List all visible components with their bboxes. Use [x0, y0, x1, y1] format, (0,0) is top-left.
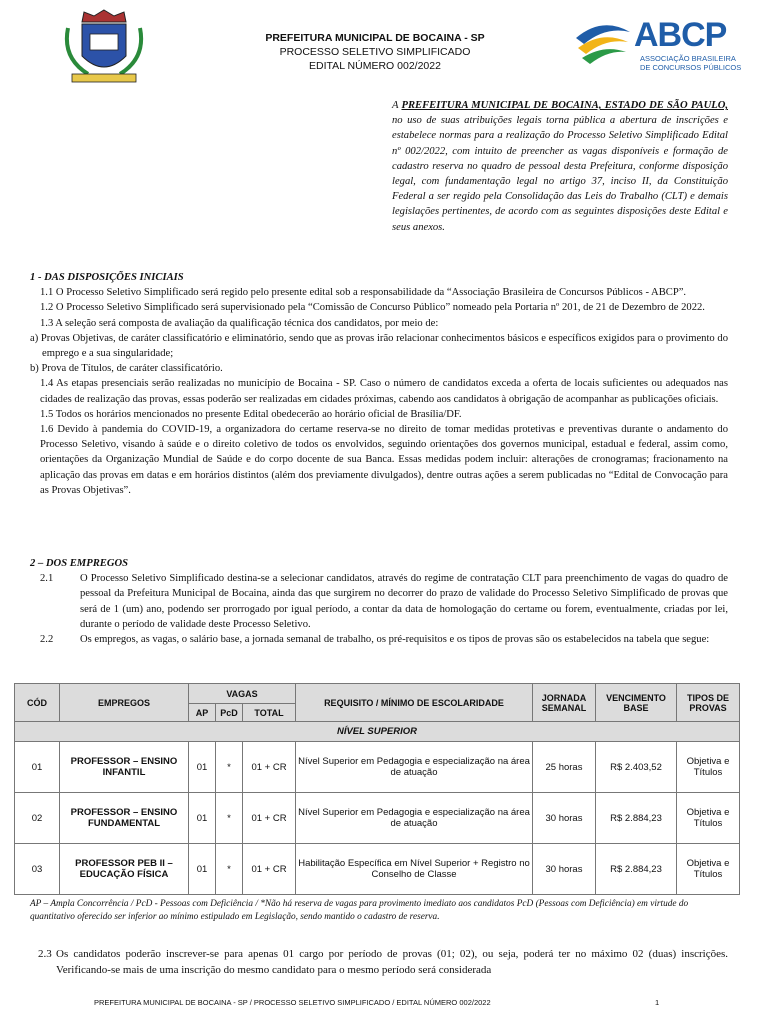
col-empregos: EMPREGOS [60, 684, 189, 722]
cell-requisito: Habilitação Específica em Nível Superior + Registro no Conselho de Classe [296, 844, 533, 895]
section-1 [30, 270, 728, 498]
col-cod: CÓD [15, 684, 60, 722]
col-vagas: VAGAS [189, 684, 296, 704]
item-1-6: 1.6 Devido à pandemia do COVID-19, a organizadora do certame reserva-se no direito de tomar medidas protetivas e preventivas durante o andamento do Processo Seletivo, visando à saúde e o direito coletivo de todos os envolvidos, seguindo orientações dos governos municipal, estadual e federal, assim como, orientações da Organização Mundial de Saúde e do corpo docente de sua Banca. Essas medidas podem incluir: alterações de cronogramas; fracionamento na aplicação das provas em datas e em horários distintos (além dos previamente divulgados), dentre outras ações a serem publicadas no “Edital de Convocação para as Provas Objetivas”. [40, 424, 728, 496]
coat-of-arms-logo [60, 8, 148, 88]
abcp-wordmark: ABCP [634, 16, 727, 54]
cell-cod: 03 [15, 844, 60, 895]
section-2 [30, 556, 728, 647]
section-1-title: 1 - DAS DISPOSIÇÕES INICIAIS [30, 272, 184, 283]
cell-pcd: * [216, 844, 243, 895]
cell-total: 01 + CR [243, 844, 296, 895]
cell-vencimento: R$ 2.884,23 [596, 844, 677, 895]
cell-pcd: * [216, 793, 243, 844]
abcp-logo [572, 14, 748, 76]
intro-entity: PREFEITURA MUNICIPAL DE BOCAINA, ESTADO DE SÃO PAULO, [401, 100, 728, 111]
cell-jornada: 30 horas [533, 793, 596, 844]
cell-emprego: PROFESSOR – ENSINO FUNDAMENTAL [60, 793, 189, 844]
item-2-1 [30, 571, 728, 632]
cell-vencimento: R$ 2.403,52 [596, 742, 677, 793]
item-2-2-number: 2.2 [40, 634, 54, 646]
header-line-2: PROCESSO SELETIVO SIMPLIFICADO [279, 46, 471, 58]
col-ap: AP [189, 704, 216, 722]
col-jornada: JORNADA SEMANAL [533, 684, 596, 722]
cell-emprego: PROFESSOR PEB II – EDUCAÇÃO FÍSICA [60, 844, 189, 895]
col-tipos: TIPOS DE PROVAS [677, 684, 740, 722]
intro-paragraph [392, 98, 728, 235]
cell-tipos: Objetiva e Títulos [677, 844, 740, 895]
cell-tipos: Objetiva e Títulos [677, 793, 740, 844]
abcp-subtitle-2: DE CONCURSOS PÚBLICOS [640, 63, 742, 72]
intro-text: no uso de suas atribuições legais torna pública a abertura de inscrições e estabelece normas para a realização do Processo Seletivo Simplificado Edital nº 002/2022, com intuito de preencher as vagas disponíveis e formação de cadastro reserva no quadro de pessoal desta Prefeitura, conforme disposição legal, com fundamentação legal no artigo 37, inciso II, da Constituição Federal a ser regido pela Consolidação das Leis do Trabalho (CLT) e demais legislações pertinentes, de acordo com as seguintes disposições deste Edital e seus anexos. [392, 115, 728, 233]
page-number: 1 [655, 998, 660, 1007]
item-1-3: 1.3 A seleção será composta de avaliação da qualificação técnica dos candidatos, por meio de: [40, 317, 439, 329]
col-vencimento: VENCIMENTO BASE [596, 684, 677, 722]
item-1-3-b: b) Prova de Títulos, de caráter classificatório. [30, 363, 223, 375]
item-2-1-number: 2.1 [40, 573, 54, 585]
jobs-table [14, 683, 740, 895]
item-2-1-text: O Processo Seletivo Simplificado destina-se a selecionar candidatos, através do regime de contratação CLT para preenchimento de vagas do quadro de pessoal da Prefeitura Municipal de Bocaina, ainda das que surgirem no decorrer do prazo de validade do Processo Seletivo Simplificado de provas que será de 1 (um) ano, podendo ser prorrogado por igual período, a contar da data de homologação do certame ou forem, eventualmente, criadas por lei, durante o período de validade deste Processo Seletivo. [80, 573, 728, 630]
item-2-3-number: 2.3 [38, 948, 52, 960]
cell-requisito: Nível Superior em Pedagogia e especialização na área de atuação [296, 793, 533, 844]
cell-ap: 01 [189, 793, 216, 844]
cell-ap: 01 [189, 742, 216, 793]
cell-pcd: * [216, 742, 243, 793]
item-2-2 [30, 632, 728, 647]
cell-total: 01 + CR [243, 793, 296, 844]
section-2-title: 2 – DOS EMPREGOS [30, 558, 129, 569]
cell-requisito: Nível Superior em Pedagogia e especialização na área de atuação [296, 742, 533, 793]
abcp-swoosh-icon [572, 18, 634, 70]
table-footnote: AP – Ampla Concorrência / PcD - Pessoas com Deficiência / *Não há reserva de vagas para provimento imediato aos candidatos PcD (Pessoas com Deficiência) em virtude do quantitativo oferecido ser inferior ao mínimo estipulado em Legislação, sendo mantido o cadastro de reserva. [30, 899, 689, 922]
item-2-3 [30, 946, 728, 978]
item-1-2: 1.2 O Processo Seletivo Simplificado será supervisionado pela “Comissão de Concurso Público” nomeado pela Portaria nº 201, de 21 de Dezembro de 2022. [40, 302, 705, 314]
item-1-4: 1.4 As etapas presenciais serão realizadas no município de Bocaina - SP. Caso o número de candidatos exceda a oferta de locais suficientes ou adequados nas cidades de realização das provas, essas poderão ser realizadas em cidades próximas, cabendo aos candidatos à obrigação de acompanhar as publicações oficiais. [40, 378, 728, 405]
item-2-3-text: Os candidatos poderão inscrever-se para apenas 01 cargo por período de provas (01; 02), ou seja, poderá ter no máximo 02 (duas) inscrições. Verificando-se mais de uma inscrição do mesmo candidato para o mesmo período será considerada [56, 948, 728, 976]
header-line-1: PREFEITURA MUNICIPAL DE BOCAINA - SP [265, 32, 485, 44]
level-row: NÍVEL SUPERIOR [15, 722, 740, 742]
table-row [15, 742, 740, 793]
cell-cod: 02 [15, 793, 60, 844]
abcp-subtitle-1: ASSOCIAÇÃO BRASILEIRA [640, 54, 736, 63]
item-1-3-a: a) Provas Objetivas, de caráter classificatório e eliminatório, sendo que as provas irão relacionar conhecimentos básicos e específicos exigidos para o provimento do emprego e a sua singularidade; [30, 332, 728, 360]
cell-total: 01 + CR [243, 742, 296, 793]
col-total: TOTAL [243, 704, 296, 722]
cell-jornada: 25 horas [533, 742, 596, 793]
table-row [15, 793, 740, 844]
cell-ap: 01 [189, 844, 216, 895]
item-1-5: 1.5 Todos os horários mencionados no presente Edital obedecerão ao horário oficial de Brasília/DF. [40, 408, 462, 420]
col-requisito: REQUISITO / MÍNIMO DE ESCOLARIDADE [296, 684, 533, 722]
cell-tipos: Objetiva e Títulos [677, 742, 740, 793]
cell-cod: 01 [15, 742, 60, 793]
cell-emprego: PROFESSOR – ENSINO INFANTIL [60, 742, 189, 793]
intro-prefix: A [392, 100, 402, 111]
page-footer-text: PREFEITURA MUNICIPAL DE BOCAINA - SP / PROCESSO SELETIVO SIMPLIFICADO / EDITAL NÚMERO 002/2022 [94, 998, 491, 1007]
table-row [15, 844, 740, 895]
cell-jornada: 30 horas [533, 844, 596, 895]
col-pcd: PcD [216, 704, 243, 722]
header-line-3: EDITAL NÚMERO 002/2022 [309, 60, 441, 72]
item-2-2-text: Os empregos, as vagas, o salário base, a jornada semanal de trabalho, os pré-requisitos e os tipos de provas são os estabelecidos na tabela que segue: [80, 634, 710, 646]
cell-vencimento: R$ 2.884,23 [596, 793, 677, 844]
item-1-1: 1.1 O Processo Seletivo Simplificado será regido pelo presente edital sob a responsabilidade da “Associação Brasileira de Concursos Públicos - ABCP”. [40, 287, 687, 299]
document-header [200, 31, 550, 73]
